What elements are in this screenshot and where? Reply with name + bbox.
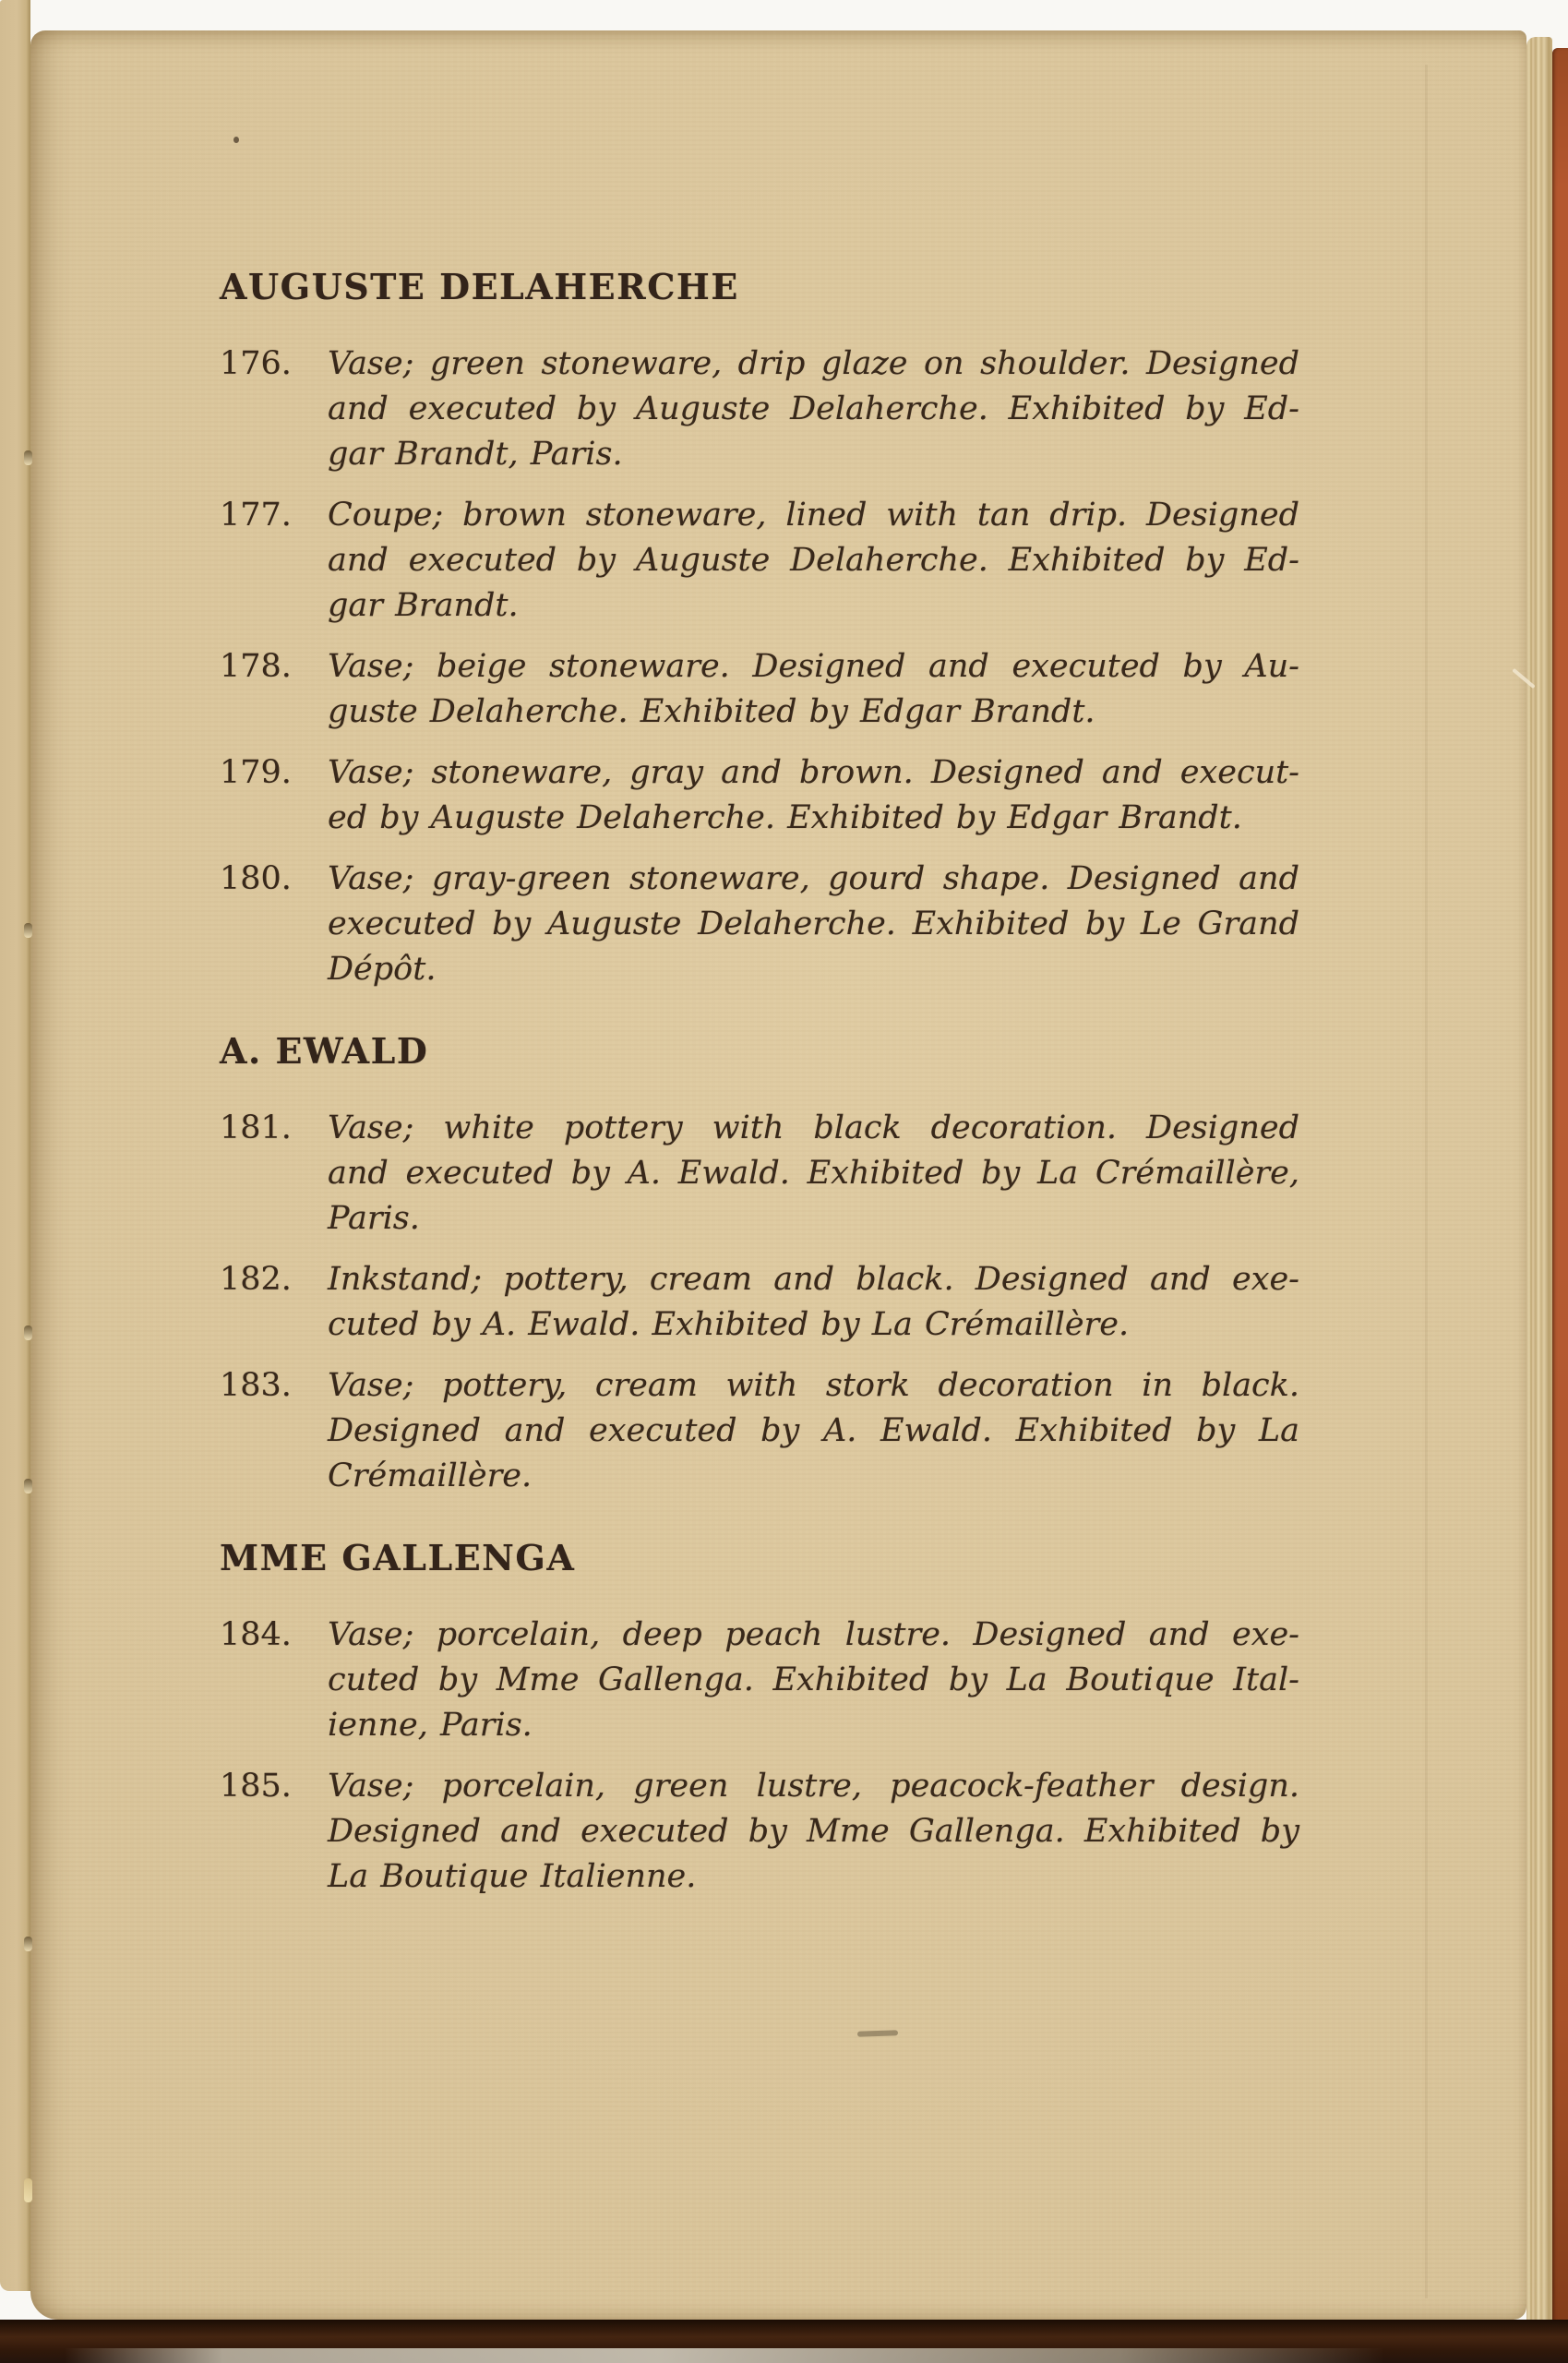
binding-stitch [24,1325,32,1340]
entry-text-line: executed by Auguste Delaherche. Exhibited by Le Grand [328,906,1299,942]
entry-text [328,1106,1299,1241]
section-heading: A. EWALD [220,1030,429,1072]
entry-text-line: and executed by Auguste Delaherche. Exhibited by Ed- [328,542,1299,579]
binding-stitch [24,450,32,465]
entry-number: 177. [220,497,292,534]
entry-text-line: gar Brandt, Paris. [328,436,623,473]
entry-text-line: Vase; porcelain, green lustre, peacock-feather design. [328,1768,1299,1805]
entry-text-line: Vase; porcelain, deep peach lustre. Designed and exe- [328,1616,1299,1653]
entry-text-line: La Boutique Italienne. [328,1858,697,1895]
entry-text [328,1363,1299,1499]
entry-text [328,857,1299,992]
entry-text-line: Inkstand; pottery, cream and black. Designed and exe- [328,1261,1299,1298]
catalog-entry [220,1764,1299,1900]
paper-crease [1425,65,1428,2298]
entry-text-line: Vase; white pottery with black decoration. Designed [328,1110,1299,1146]
entry-number: 176. [220,345,292,382]
section-heading: MME GALLENGA [220,1537,576,1578]
entry-text [328,342,1299,477]
entry-number: 178. [220,648,292,685]
catalog-entry [220,750,1299,841]
entry-text [328,644,1299,735]
binding-stitch [24,923,32,938]
catalog-entry [220,857,1299,992]
entry-number: 184. [220,1616,292,1653]
entry-text-line: Dépôt. [328,951,437,988]
entry-text [328,1613,1299,1748]
entry-text [328,1764,1299,1900]
entry-number: 183. [220,1367,292,1404]
entry-text-line: and executed by Auguste Delaherche. Exhibited by Ed- [328,390,1299,427]
entry-text-line: Paris. [328,1200,420,1237]
entry-number: 179. [220,754,292,791]
entry-text-line: Vase; pottery, cream with stork decoration in black. [328,1367,1299,1404]
catalog-entry [220,493,1299,629]
catalog-entry [220,1106,1299,1241]
entry-text [328,750,1299,841]
catalog-entry [220,1363,1299,1499]
entry-text-line: ienne, Paris. [328,1707,533,1744]
entry-number: 180. [220,860,292,897]
book-cover-edge [1552,48,1568,2363]
catalog-entry [220,342,1299,477]
entry-text-line: Vase; beige stoneware. Designed and executed by Au- [328,648,1299,685]
entry-text-line: Designed and executed by Mme Gallenga. Exhibited by [328,1813,1299,1850]
entry-text-line: Vase; green stoneware, drip glaze on shoulder. Designed [328,345,1299,382]
catalog-entry [220,1257,1299,1348]
entry-number: 182. [220,1261,292,1298]
catalog-entry [220,1613,1299,1748]
entry-text-line: cuted by Mme Gallenga. Exhibited by La Boutique Ital- [328,1661,1299,1698]
entry-text-line: Vase; stoneware, gray and brown. Designed and execut- [328,754,1299,791]
entry-text-line: cuted by A. Ewald. Exhibited by La Crémaillère. [328,1306,1130,1343]
page-edge-stack [1526,37,1552,2321]
entry-text-line: gar Brandt. [328,587,519,624]
entry-text-line: Crémaillère. [328,1457,533,1494]
binding-stitch [24,1479,32,1493]
binding-stitch [24,2178,32,2202]
page-content [220,0,1299,1900]
entry-text [328,493,1299,629]
entry-number: 181. [220,1110,292,1146]
entry-text-line: Coupe; brown stoneware, lined with tan drip. Designed [328,497,1299,534]
scan-bed-glow [65,2348,1384,2363]
entry-text-line: Vase; gray-green stoneware, gourd shape. Designed and [328,860,1299,897]
binding-stitch [24,1937,32,1951]
entry-text-line: guste Delaherche. Exhibited by Edgar Brandt. [328,693,1095,730]
entry-text [328,1257,1299,1348]
entry-text-line: ed by Auguste Delaherche. Exhibited by Edgar Brandt. [328,799,1242,836]
catalog-entry [220,644,1299,735]
entry-text-line: Designed and executed by A. Ewald. Exhibited by La [328,1412,1299,1449]
entry-number: 185. [220,1768,292,1805]
section-heading: AUGUSTE DELAHERCHE [220,266,739,307]
entry-text-line: and executed by A. Ewald. Exhibited by La Crémaillère, [328,1155,1299,1192]
